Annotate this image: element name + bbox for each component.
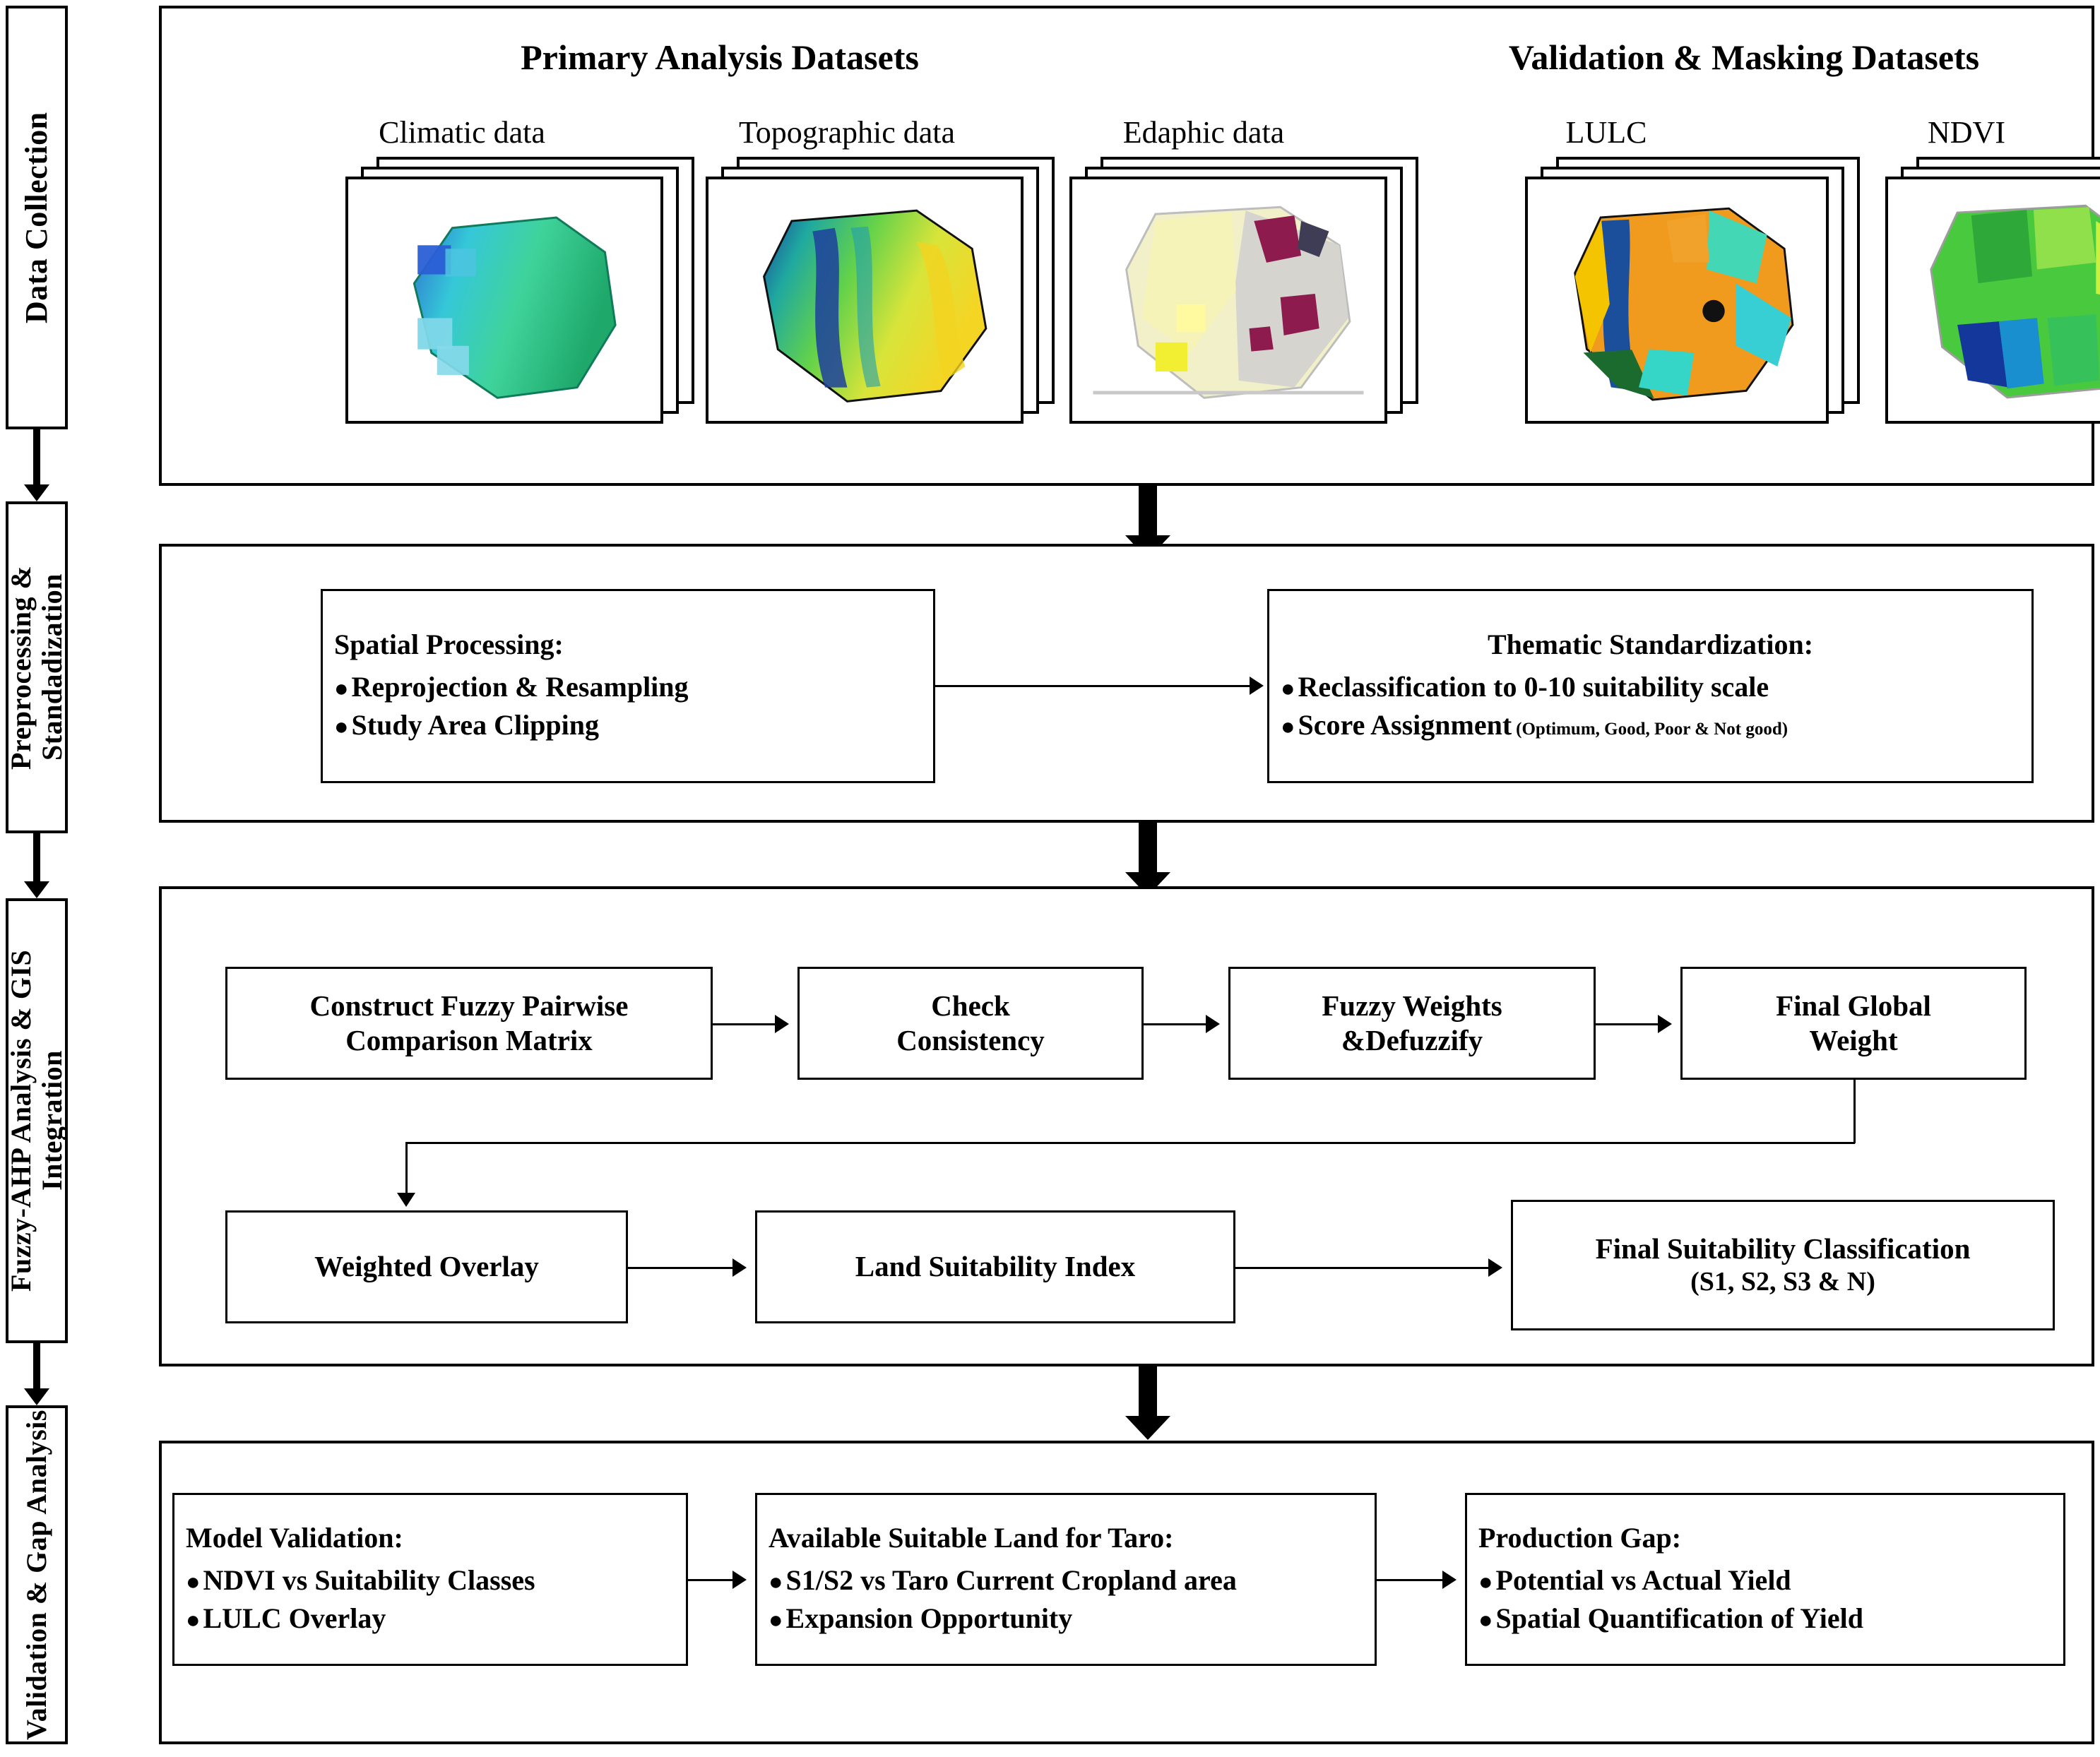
bullet-dot-icon: ● [769,1607,783,1633]
box-final-global-weight[interactable] [1680,967,2027,1080]
bullet-item [1281,706,2020,744]
stage-label-text: Fuzzy-AHP Analysis & GIS Integration [5,949,68,1292]
box-spatial-processing[interactable] [321,589,935,783]
bullet-text: S1/S2 vs Taro Current Cropland area [785,1564,1237,1596]
box-weighted-overlay[interactable] [225,1210,628,1323]
flow-arrow-1 [713,1023,776,1025]
box-model-validation[interactable] [172,1493,688,1666]
box-production-gap[interactable] [1465,1493,2065,1666]
flow-arrowhead [1658,1015,1672,1033]
group-title-validation: Validation & Masking Datasets [1508,37,1980,77]
stage-label-fuzzy-ahp [6,898,68,1343]
stage-label-text: Validation & Gap Analysis [20,1410,52,1740]
bullet-dot-icon: ● [1478,1607,1493,1633]
bullet-text: LULC Overlay [203,1602,386,1634]
stage-label-text: Preprocessing & Standadization [5,565,68,770]
flow-arrowhead [732,1571,747,1589]
stage-label-preprocessing [6,501,68,833]
panel-data-collection [159,6,2094,486]
box-text-line1: Land Suitability Index [855,1250,1136,1283]
bullet-dot-icon: ● [334,714,349,740]
flow-arrowhead [775,1015,789,1033]
box-final-suitability-classification[interactable] [1511,1200,2055,1330]
box-available-suitable-land[interactable] [755,1493,1377,1666]
box-title: Model Validation: [186,1522,403,1554]
bullet-item [1281,668,2020,706]
flow-arrowhead [1250,677,1264,695]
flow-arrow-validation-2 [1377,1579,1444,1581]
bullet-item [334,668,922,706]
card-sheet-front [1885,177,2100,424]
dataset-card-topographic[interactable] [706,157,1066,439]
box-text-line1: Fuzzy Weights [1322,989,1502,1022]
bullet-text: Reclassification to 0-10 suitability scale [1298,671,1769,703]
bullet-text: Expansion Opportunity [785,1602,1073,1634]
card-title-ndvi: NDVI [1928,115,2005,150]
box-text-line2: Weight [1809,1024,1898,1056]
bullet-text: Potential vs Actual Yield [1495,1564,1791,1596]
group-title-primary: Primary Analysis Datasets [521,37,919,77]
flow-arrowhead [732,1258,747,1277]
card-sheet-front [1069,177,1387,424]
bullet-item [1478,1600,2052,1638]
bullet-dot-icon: ● [1281,676,1295,702]
flow-elbow-vertical-to-overlay [405,1142,408,1195]
box-title: Thematic Standardization: [1487,629,1814,660]
box-title: Production Gap: [1478,1522,1682,1554]
flow-arrowhead [397,1193,415,1207]
panel-validation [159,1441,2094,1744]
bullet-dot-icon: ● [186,1569,201,1595]
bullet-text: Score Assignment [1298,709,1512,741]
flow-arrow-fuzzy-to-validation [1120,1366,1176,1443]
flow-elbow-vertical-from-global-weight [1853,1080,1856,1143]
map-thumbnail-topographic [708,179,1021,422]
bullet-item [334,706,922,744]
box-text-line2: (S1, S2, S3 & N) [1690,1267,1875,1297]
box-text-line1: Final Suitability Classification [1595,1232,1971,1265]
box-title: Spatial Processing: [334,629,564,660]
box-text-line1: Check [931,989,1010,1022]
bullet-item [769,1600,1363,1638]
bullet-note: (Optimum, Good, Poor & Not good) [1516,720,1788,739]
box-construct-matrix[interactable] [225,967,713,1080]
bullet-dot-icon: ● [334,676,349,702]
bullet-text: NDVI vs Suitability Classes [203,1564,535,1596]
card-title-topographic: Topographic data [738,115,956,150]
bullet-item [186,1600,675,1638]
box-land-suitability-index[interactable] [755,1210,1235,1323]
card-sheet-front [706,177,1024,424]
flow-elbow-horizontal [405,1142,1855,1144]
flow-arrow-5 [1235,1267,1490,1269]
bullet-dot-icon: ● [1478,1569,1493,1595]
stage-label-data-collection [6,6,68,429]
map-thumbnail-climatic [348,179,660,422]
flow-arrowhead [1442,1571,1457,1589]
bullet-item [186,1561,675,1600]
bullet-text: Reprojection & Resampling [351,671,689,703]
box-title: Available Suitable Land for Taro: [769,1522,1174,1554]
flow-arrow-validation-1 [688,1579,734,1581]
bullet-dot-icon: ● [1281,714,1295,740]
bullet-text: Study Area Clipping [351,709,600,741]
dataset-card-edaphic[interactable] [1069,157,1430,439]
flow-arrow-2 [1144,1023,1207,1025]
panel-preprocessing [159,544,2094,823]
map-thumbnail-lulc [1528,179,1826,422]
dataset-card-ndvi[interactable] [1885,157,2100,439]
panel-fuzzy-ahp [159,886,2094,1366]
box-check-consistency[interactable] [797,967,1144,1080]
map-thumbnail-edaphic [1072,179,1384,422]
box-text-line1: Construct Fuzzy Pairwise [309,989,629,1022]
box-text-line2: &Defuzzify [1341,1024,1483,1056]
flow-arrow-4 [628,1267,734,1269]
flow-arrow-spatial-to-thematic [935,685,1250,687]
bullet-text: Spatial Quantification of Yield [1495,1602,1863,1634]
dataset-card-climatic[interactable] [345,157,706,439]
flow-arrowhead [1488,1258,1502,1277]
box-text-line1: Final Global [1776,989,1931,1022]
dataset-card-lulc[interactable] [1525,157,1878,439]
flow-arrowhead [1206,1015,1220,1033]
stage-label-text: Data Collection [18,112,54,323]
stage-label-validation [6,1405,68,1744]
card-sheet-front [345,177,663,424]
bullet-item [1478,1561,2052,1600]
card-title-lulc: LULC [1565,115,1647,150]
bullet-dot-icon: ● [769,1569,783,1595]
card-title-climatic: Climatic data [379,115,545,150]
flow-arrow-3 [1596,1023,1659,1025]
box-thematic-standardization[interactable] [1267,589,2034,783]
map-thumbnail-ndvi [1888,179,2100,422]
box-text-line2: Consistency [896,1024,1045,1056]
box-text-line2: Comparison Matrix [345,1024,593,1056]
card-sheet-front [1525,177,1829,424]
card-title-edaphic: Edaphic data [1122,115,1285,150]
box-fuzzy-weights[interactable] [1228,967,1596,1080]
box-text-line1: Weighted Overlay [314,1250,539,1283]
bullet-dot-icon: ● [186,1607,201,1633]
bullet-item [769,1561,1363,1600]
